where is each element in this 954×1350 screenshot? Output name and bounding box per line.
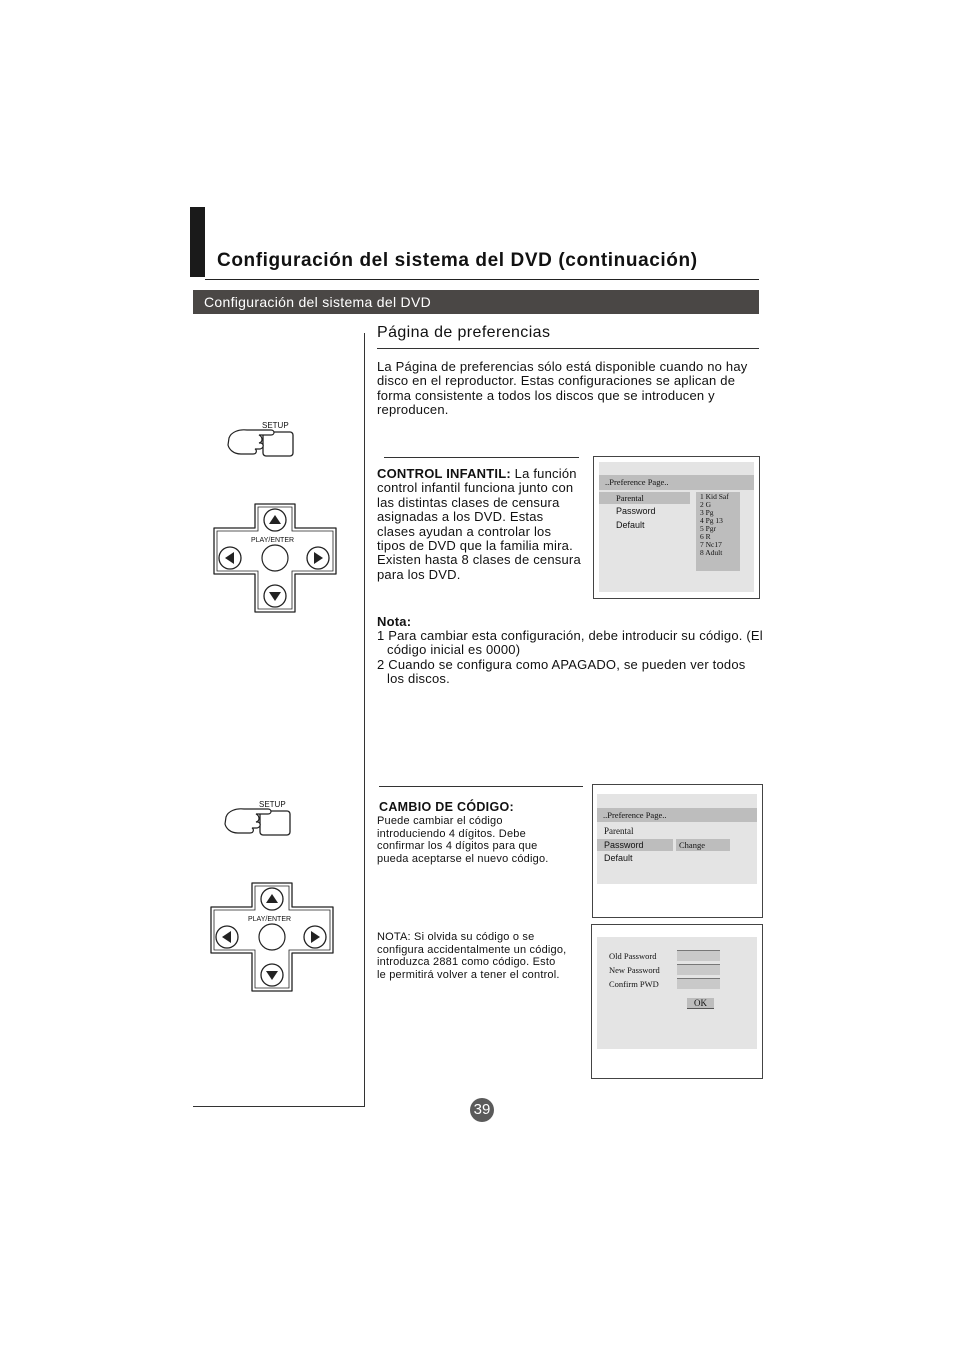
subheading-rule — [377, 348, 759, 349]
section-rule — [379, 786, 583, 787]
rating-option[interactable]: 4 Pg 13 — [700, 516, 723, 525]
column-divider — [364, 333, 365, 1107]
bottom-rule — [193, 1106, 365, 1107]
forgot-code-note: NOTA: Si olvida su código o se configura accidentalmente un código, introduzca 2881 como código. Esto le permitirá volver a tener el control. — [377, 931, 567, 981]
osd-panel — [597, 937, 757, 1049]
osd-panel — [597, 794, 757, 884]
parental-menu-screen — [593, 456, 760, 599]
rating-list — [696, 492, 740, 571]
new-password-label: New Password — [609, 965, 660, 975]
rating-option[interactable]: 3 Pg — [700, 508, 714, 517]
code-change-label: CAMBIO DE CÓDIGO: — [379, 800, 514, 814]
confirm-pwd-label: Confirm PWD — [609, 979, 659, 989]
password-menu-screen — [592, 784, 763, 918]
menu-item-password[interactable]: Password — [616, 506, 656, 516]
page-number: 39 — [470, 1098, 494, 1122]
rating-option[interactable]: 2 G — [700, 500, 712, 509]
note-label: Nota: — [377, 614, 412, 629]
osd-title: ..Preference Page.. — [599, 475, 754, 490]
note-item-2: 2 Cuando se configura como APAGADO, se pueden ver todos los discos. — [377, 657, 746, 687]
menu-item-default[interactable]: Default — [616, 520, 645, 530]
section-rule — [384, 457, 579, 458]
old-password-label: Old Password — [609, 951, 657, 961]
menu-item-parental[interactable]: Parental — [604, 826, 634, 836]
menu-item-default[interactable]: Default — [604, 853, 633, 863]
old-password-field[interactable] — [677, 950, 720, 961]
rating-option[interactable]: 8 Adult — [700, 548, 723, 557]
rating-option[interactable]: 1 Kid Saf — [700, 492, 729, 501]
rating-option[interactable]: 7 Nc17 — [700, 540, 722, 549]
note-item-1: 1 Para cambiar esta configuración, debe introducir su código. (El código inicial es 0000) — [377, 628, 763, 658]
title-rule — [205, 279, 759, 280]
menu-item-parental[interactable]: Parental — [599, 492, 690, 504]
ok-button[interactable]: OK — [687, 998, 714, 1009]
code-change-text: Puede cambiar el código introduciendo 4 dígitos. Debe confirmar los 4 dígitos para que pueda aceptarse el nuevo código. — [377, 815, 549, 865]
navigation-pad-icon — [207, 881, 337, 993]
parental-control-body: La función control infantil funciona junto con las distintas clases de censura asignadas a los DVD. Estas clases ayudan a controlar los tipos de DVD que la familia mira. Existen hasta 8 clases de censura para los DVD. — [377, 466, 581, 582]
play-enter-label: PLAY/ENTER — [251, 537, 295, 544]
confirm-pwd-field[interactable] — [677, 978, 720, 989]
parental-control-text — [377, 467, 583, 582]
osd-panel — [599, 462, 754, 592]
navigation-pad-icon — [210, 502, 340, 614]
setup-button-hand-icon — [225, 418, 297, 460]
section-banner: Configuración del sistema del DVD — [193, 290, 759, 314]
rating-option[interactable]: 5 Pgr — [700, 524, 717, 533]
play-enter-label: PLAY/ENTER — [248, 916, 292, 923]
page-title: Configuración del sistema del DVD (continuación) — [217, 250, 698, 271]
osd-title: ..Preference Page.. — [597, 808, 757, 822]
rating-option[interactable]: 6 R — [700, 532, 711, 541]
menu-item-password[interactable]: Password — [597, 839, 673, 851]
new-password-field[interactable] — [677, 964, 720, 975]
password-entry-screen — [591, 924, 763, 1079]
header-accent-bar — [190, 207, 205, 277]
setup-label: SETUP — [259, 800, 286, 809]
preferences-intro: La Página de preferencias sólo está disponible cuando no hay disco en el reproductor. Estas configuraciones se aplican de forma consistente a todos los discos que se introducen y reproducen. — [377, 359, 748, 418]
parental-control-label: CONTROL INFANTIL: — [377, 466, 511, 481]
change-option[interactable]: Change — [676, 839, 730, 851]
setup-label: SETUP — [262, 421, 289, 430]
setup-button-hand-icon — [222, 797, 294, 839]
preferences-heading: Página de preferencias — [377, 324, 551, 341]
